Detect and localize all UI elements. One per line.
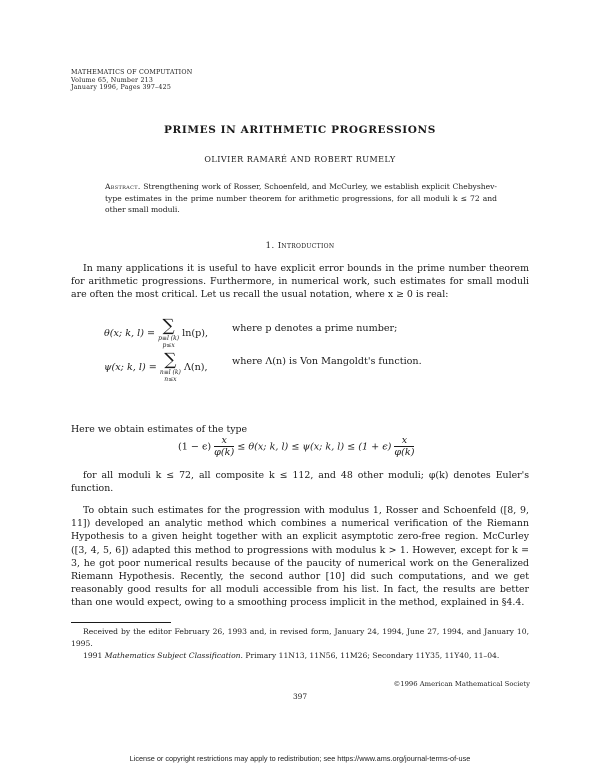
section-number: 1. [265,240,275,250]
journal-volume: Volume 65, Number 213 [71,76,154,84]
theta-sum [158,318,179,349]
sum-symbol: ∑ [164,350,177,370]
journal-header [71,69,192,92]
footnote-msc [71,650,529,662]
psi-sub-bound: n≤x [164,376,177,383]
psi-note: where Λ(n) is Von Mangoldt's function. [232,356,422,367]
psi-term: Λ(n), [183,362,208,373]
msc-label: Mathematics Subject Classification. [104,651,243,660]
theta-sub-congruence: p≡l (k) [158,335,180,342]
theta-term: ln(p), [182,328,209,339]
theta-lhs: θ(x; k, l) = [104,328,156,339]
psi-sub-congruence: n≡l (k) [159,369,181,376]
abstract-label: Abstract. [105,182,141,191]
paper-title: PRIMES IN ARITHMETIC PROGRESSIONS [164,124,436,136]
psi-formula [104,352,208,383]
psi-lhs: ψ(x; k, l) = [104,362,157,373]
estimate-middle: ≤ θ(x; k, l) ≤ ψ(x; k, l) ≤ (1 + ϵ) [237,441,392,453]
sum-symbol: ∑ [162,316,175,336]
fraction-numerator: x [394,436,414,447]
theta-note: where p denotes a prime number; [232,323,398,334]
page-number: 397 [292,692,308,701]
abstract-text: Strengthening work of Rosser, Schoenfeld, and McCurley, we establish explicit Chebyshev-type estimates in the prime number theorem for arithmetic progressions, for all moduli k ≤ 72 and other small moduli. [105,182,497,214]
abstract [105,181,497,216]
theta-sub-bound: p≤x [162,342,175,349]
section-title: Introduction [277,240,335,250]
journal-date-pages: January 1996, Pages 397–425 [71,84,172,92]
msc-year: 1991 [83,651,103,660]
paragraph-2: Here we obtain estimates of the type [71,424,248,435]
estimate-left: (1 − ϵ) [178,441,212,453]
copyright-notice: ©1996 American Mathematical Society [393,680,530,688]
fraction-numerator: x [214,436,234,447]
paragraph-3: for all moduli k ≤ 72, all composite k ≤ 112, and 48 other moduli; φ(k) denotes Euler's function. [71,470,529,495]
section-heading [0,240,600,250]
footnote-divider [71,622,171,623]
fraction-left [214,436,234,458]
license-notice: License or copyright restrictions may apply to redistribution; see https://www.ams.org/journal-terms-of-use [129,754,471,763]
fraction-right [394,436,414,458]
estimate-formula [178,436,414,458]
psi-sum [160,352,181,383]
footnote-received: Received by the editor February 26, 1993 and, in revised form, January 24, 1994, June 27, 1994, and January 10, 1995. [71,627,529,648]
msc-text: Primary 11N13, 11N56, 11M26; Secondary 11Y35, 11Y40, 11–04. [245,651,500,660]
paragraph-4: To obtain such estimates for the progression with modulus 1, Rosser and Schoenfeld ([8, 9, 11]) developed an analytic method which combines a numerical verification of the Riemann Hypothesis to a given height together with an explicit asymptotic zero-free region. McCurley ([3, 4, 5, 6]) adapted this method to progressions with modulus k > 1. However, except for k = 3, he got poor numerical results because of the paucity of numerical work on the Generalized Riemann Hypothesis. Recently, the second author [10] did such computations, and we get reasonably good results for all moduli accessible from his list. In fact, the results are better than one would expect, owing to a smoothing process implicit in the method, explained in §4.4. [71,505,529,609]
paper-authors: OLIVIER RAMARÉ AND ROBERT RUMELY [204,155,396,164]
fraction-denominator: φ(k) [394,447,415,458]
theta-formula [104,318,208,349]
journal-name: MATHEMATICS OF COMPUTATION [71,69,193,76]
fraction-denominator: φ(k) [214,447,235,458]
paragraph-1: In many applications it is useful to have explicit error bounds in the prime number theorem for arithmetic progressions. Furthermore, in numerical work, such estimates for small moduli are often the most critical. Let us recall the usual notation, where x ≥ 0 is real: [71,263,529,301]
